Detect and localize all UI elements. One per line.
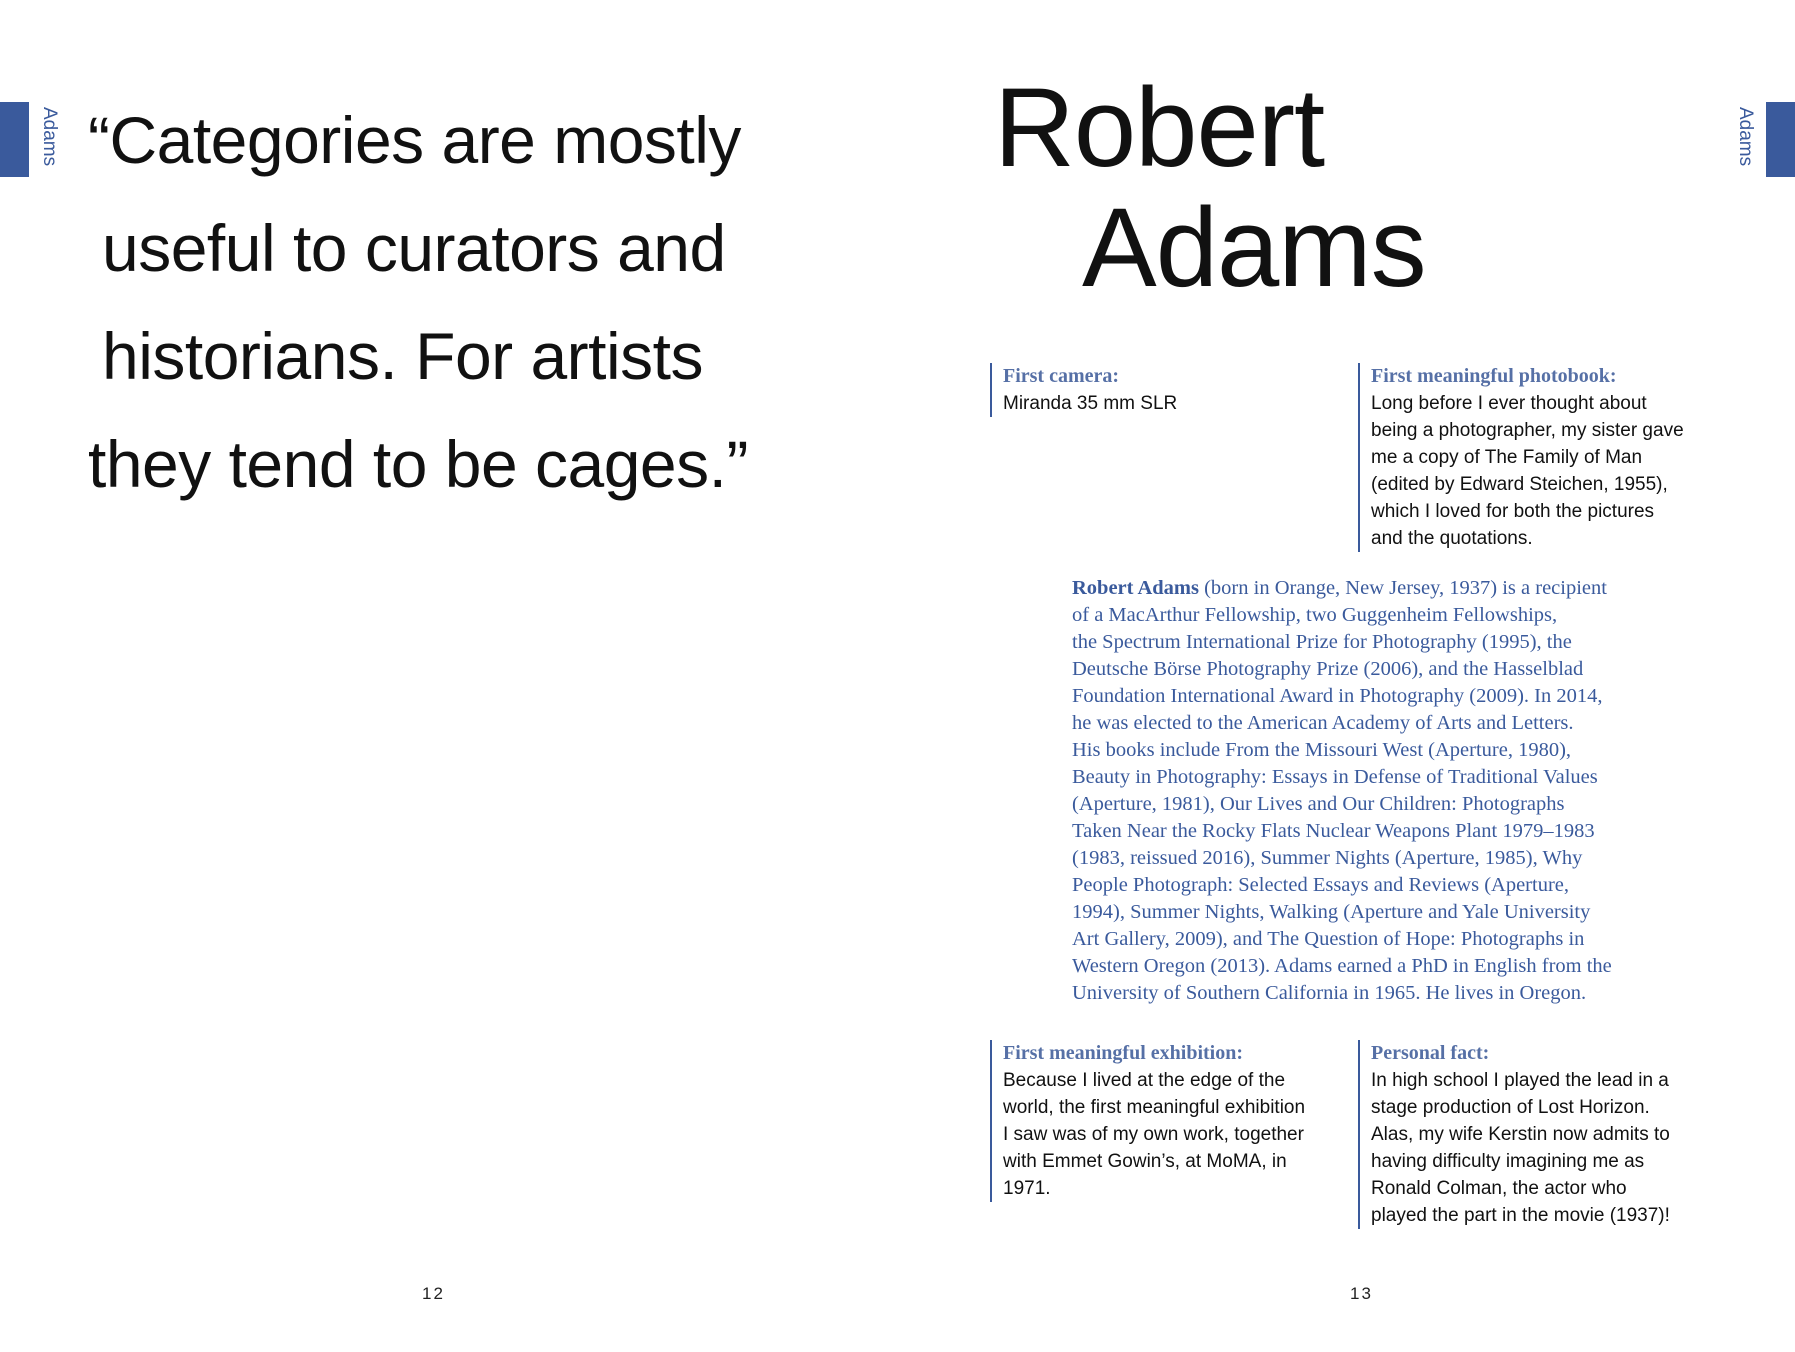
bio-line: (Aperture, 1981), Our Lives and Our Children: Photographs xyxy=(1072,793,1565,815)
fact-personal xyxy=(1358,1040,1711,1229)
fact-body: Miranda 35 mm SLR xyxy=(1003,393,1178,414)
bio-line: 1994), Summer Nights, Walking (Aperture and Yale University xyxy=(1072,901,1591,923)
bio-line: of a MacArthur Fellowship, two Guggenheim Fellowships, xyxy=(1072,604,1558,626)
bio-line: Western Oregon (2013). Adams earned a PhD in English from the xyxy=(1072,955,1612,977)
bio-line xyxy=(1072,575,1682,602)
quote-line: useful to curators and xyxy=(102,211,726,285)
fact-body: In high school I played the lead in a stage production of Lost Horizon. Alas, my wife Kerstin now admits to having difficulty imagining me as Ronald Colman, the actor who played the part in the movie (1937)! xyxy=(1371,1070,1670,1226)
fact-heading: First meaningful exhibition: xyxy=(1003,1042,1244,1064)
page-number-left: 12 xyxy=(422,1284,445,1303)
fact-heading: Personal fact: xyxy=(1371,1042,1490,1064)
bio-line: Deutsche Börse Photography Prize (2006), and the Hasselblad xyxy=(1072,658,1584,680)
bio-line: University of Southern California in 1965. He lives in Oregon. xyxy=(1072,982,1587,1004)
bio-line: the Spectrum International Prize for Photography (1995), the xyxy=(1072,631,1572,653)
quote-line: “Categories are mostly xyxy=(88,103,741,177)
bio-line: Beauty in Photography: Essays in Defense of Traditional Values xyxy=(1072,766,1598,788)
bio-line: Taken Near the Rocky Flats Nuclear Weapons Plant 1979–1983 xyxy=(1072,820,1595,842)
title-first-name: Robert xyxy=(994,65,1325,190)
fact-first-exhibition xyxy=(990,1040,1333,1202)
bio-name: Robert Adams xyxy=(1072,577,1199,599)
pull-quote xyxy=(88,86,848,518)
bio-line: (1983, reissued 2016), Summer Nights (Aperture, 1985), Why xyxy=(1072,847,1583,869)
fact-first-photobook xyxy=(1358,363,1711,552)
fact-first-camera xyxy=(990,363,1333,417)
bio-line: he was elected to the American Academy of Arts and Letters. xyxy=(1072,712,1574,734)
bio-line: Foundation International Award in Photography (2009). In 2014, xyxy=(1072,685,1603,707)
fact-body: Long before I ever thought about being a photographer, my sister gave me a copy of The Family of Man (edited by Edward Steichen, 1955), which I loved for both the pictures and the quotations. xyxy=(1371,393,1684,549)
running-head-left: Adams xyxy=(39,107,60,167)
quote-line: historians. For artists xyxy=(102,319,703,393)
biography xyxy=(1072,575,1682,1007)
bio-line: Art Gallery, 2009), and The Question of Hope: Photographs in xyxy=(1072,928,1585,950)
bio-line: His books include From the Missouri West (Aperture, 1980), xyxy=(1072,739,1572,761)
quote-line: they tend to be cages.” xyxy=(88,427,748,501)
section-tab-right xyxy=(1766,102,1795,177)
section-tab-left xyxy=(0,102,29,177)
running-head-right: Adams xyxy=(1735,107,1756,167)
fact-body: Because I lived at the edge of the world, the first meaningful exhibition I saw was of my own work, together with Emmet Gowin’s, at MoMA, in 1971. xyxy=(1003,1070,1306,1199)
title-last-name: Adams xyxy=(1082,185,1426,310)
bio-line: People Photograph: Selected Essays and Reviews (Aperture, xyxy=(1072,874,1570,896)
bio-text: (born in Orange, New Jersey, 1937) is a recipient xyxy=(1198,577,1607,599)
fact-heading: First meaningful photobook: xyxy=(1371,365,1617,387)
fact-heading: First camera: xyxy=(1003,365,1120,387)
page-title xyxy=(994,65,1426,310)
page-number-right: 13 xyxy=(1350,1284,1373,1303)
